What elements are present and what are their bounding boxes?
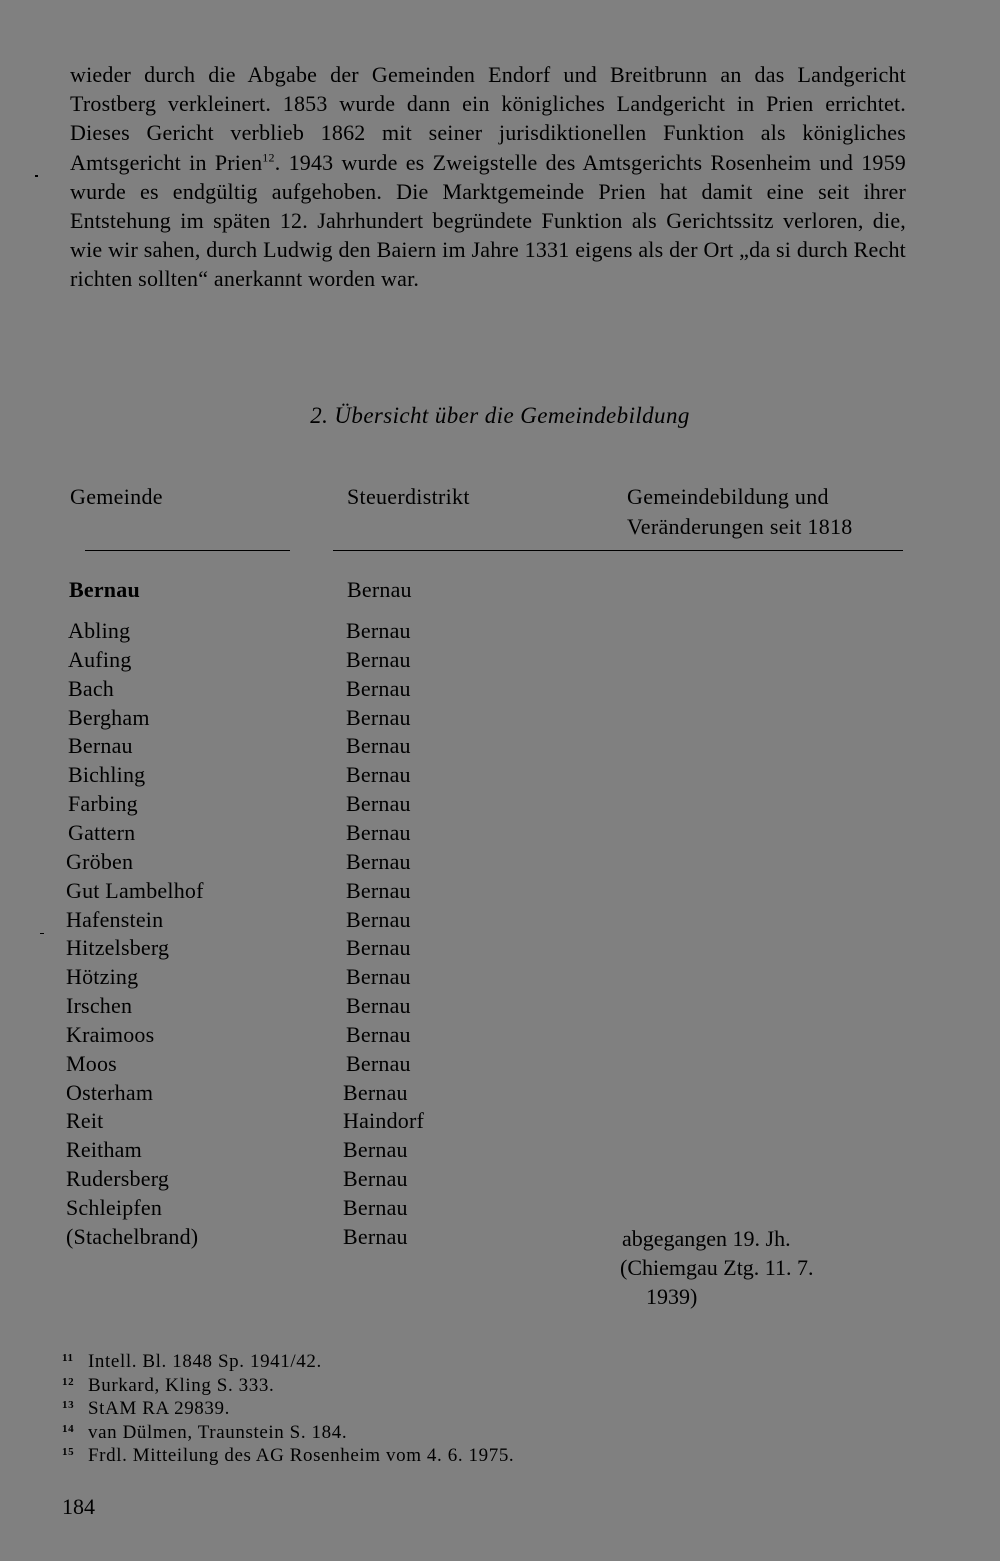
table-row-gemeinde: Moos <box>66 1050 117 1076</box>
table-row-steuerdistrikt: Bernau <box>346 791 411 817</box>
table-row-gemeinde: Gattern <box>68 819 136 845</box>
table-row-steuerdistrikt: Bernau <box>346 935 411 961</box>
table-row-gemeinde: Bergham <box>68 704 150 730</box>
footnotes <box>62 1350 514 1468</box>
paragraph-text-end: . 1943 wurde es Zweigstelle des Amtsgerichts Rosenheim und 1959 wurde es endgültig aufgehoben. Die Marktgemeinde Prien hat damit eine seit ihrer Entstehung im späten 12. Jahrhundert begründete Funktion als Gerichtssitz verloren, die, wie wir sahen, durch Ludwig den Baiern im Jahre 1331 eigens als der Ort „da si durch Recht richten sollten“ anerkannt worden war. <box>70 149 906 292</box>
note-line-2: (Chiemgau Ztg. 11. 7. <box>620 1255 814 1280</box>
table-row-steuerdistrikt: Haindorf <box>343 1108 425 1134</box>
table-row-steuerdistrikt: Bernau <box>346 733 411 759</box>
column-header-gemeindebildung-line2: Veränderungen seit 1818 <box>627 514 853 539</box>
table-row-steuerdistrikt: Bernau <box>343 1137 408 1163</box>
table-row-gemeinde: Bernau <box>68 733 133 759</box>
main-steuerdistrikt: Bernau <box>347 577 412 602</box>
table-row-gemeinde: Irschen <box>66 993 133 1019</box>
table-row-steuerdistrikt: Bernau <box>346 762 411 788</box>
table-row-steuerdistrikt: Bernau <box>346 675 411 701</box>
column-header-gemeindebildung-line1: Gemeindebildung und <box>627 484 829 509</box>
scan-speck <box>35 175 38 177</box>
note-line-3: 1939) <box>646 1284 698 1309</box>
table-row-gemeinde: Abling <box>68 618 131 643</box>
table-row-steuerdistrikt: Bernau <box>343 1166 408 1192</box>
table-row-steuerdistrikt: Bernau <box>343 1223 408 1249</box>
footnote: 11 Intell. Bl. 1848 Sp. 1941/42. <box>62 1351 322 1372</box>
column-header-gemeinde: Gemeinde <box>70 484 163 509</box>
table-row-gemeinde: Reit <box>66 1108 104 1134</box>
footnote-text: StAM RA 29839. <box>88 1398 230 1420</box>
page-number: 184 <box>62 1494 95 1519</box>
table-row-steuerdistrikt: Bernau <box>346 964 411 990</box>
table-row-steuerdistrikt: Bernau <box>346 848 411 874</box>
table-row-gemeinde: Reitham <box>66 1137 142 1163</box>
section-title: 2. Übersicht über die Gemeindebildung <box>310 403 690 428</box>
table-row-gemeinde: Schleipfen <box>66 1195 163 1220</box>
table-row-steuerdistrikt: Bernau <box>343 1195 408 1220</box>
table-row-steuerdistrikt: Bernau <box>346 993 411 1019</box>
footnote-text: Intell. Bl. 1848 Sp. 1941/42. <box>88 1351 322 1372</box>
footnote-text: Frdl. Mitteilung des AG Rosenheim vom 4. 6. 1975. <box>88 1445 515 1467</box>
footnote: 13 StAM RA 29839. <box>62 1398 230 1420</box>
footnote-reference: 12 <box>262 150 275 165</box>
footnote: 15 Frdl. Mitteilung des AG Rosenheim vom 4. 6. 1975. <box>62 1445 515 1467</box>
table-row-steuerdistrikt: Bernau <box>346 877 411 903</box>
table-row-steuerdistrikt: Bernau <box>346 704 411 730</box>
table-row-steuerdistrikt: Bernau <box>343 1079 408 1105</box>
table-row-steuerdistrikt: Bernau <box>346 1050 411 1076</box>
table-row-gemeinde: (Stachelbrand) <box>66 1223 199 1249</box>
main-gemeinde-name: Bernau <box>69 577 140 602</box>
footnote-text: van Dülmen, Traunstein S. 184. <box>88 1421 348 1443</box>
table-row-gemeinde: Bach <box>68 675 115 701</box>
footnote: 12 Burkard, Kling S. 333. <box>62 1374 275 1396</box>
table-row-gemeinde: Farbing <box>68 791 138 817</box>
table-row-gemeinde: Hötzing <box>66 964 139 990</box>
table-row-gemeinde: Hafenstein <box>66 906 164 932</box>
scan-speck <box>40 933 44 934</box>
table-row-gemeinde: Gröben <box>66 848 134 874</box>
footnote: 14 van Dülmen, Traunstein S. 184. <box>62 1421 348 1443</box>
table-row-gemeinde: Bichling <box>68 762 146 788</box>
paragraph-text-start: wieder durch die Abgabe der Gemeinden Endorf und Breitbrunn an das Landgericht Trostberg verkleinert. 1853 wurde dann ein königliches Landgericht in Prien errichtet. Dieses Gericht verblieb 1862 mit seiner jurisdiktionellen Funktion als königliches Amtsgericht in Prien <box>70 62 906 175</box>
table-row-steuerdistrikt: Bernau <box>346 906 411 932</box>
table-row-gemeinde: Kraimoos <box>66 1021 155 1047</box>
table-row-gemeinde: Hitzelsberg <box>66 935 170 961</box>
table-row-gemeinde: Gut Lambelhof <box>66 877 204 903</box>
note-line-1: abgegangen 19. Jh. <box>622 1226 791 1251</box>
table-row-gemeinde: Osterham <box>66 1079 154 1105</box>
body-paragraph <box>70 60 906 294</box>
table-row-gemeinde: Rudersberg <box>66 1166 170 1192</box>
table-row-steuerdistrikt: Bernau <box>346 1021 411 1047</box>
column-header-gemeindebildung <box>627 482 853 542</box>
footnote-text: Burkard, Kling S. 333. <box>88 1374 275 1396</box>
header-rule-left <box>85 550 290 551</box>
column-header-steuerdistrikt: Steuerdistrikt <box>347 484 470 509</box>
table-row-steuerdistrikt: Bernau <box>346 646 411 672</box>
table-row-steuerdistrikt: Bernau <box>346 819 411 845</box>
header-rule-right <box>333 550 903 551</box>
table-row-steuerdistrikt: Bernau <box>346 618 411 643</box>
table-row-gemeinde: Aufing <box>68 646 132 672</box>
